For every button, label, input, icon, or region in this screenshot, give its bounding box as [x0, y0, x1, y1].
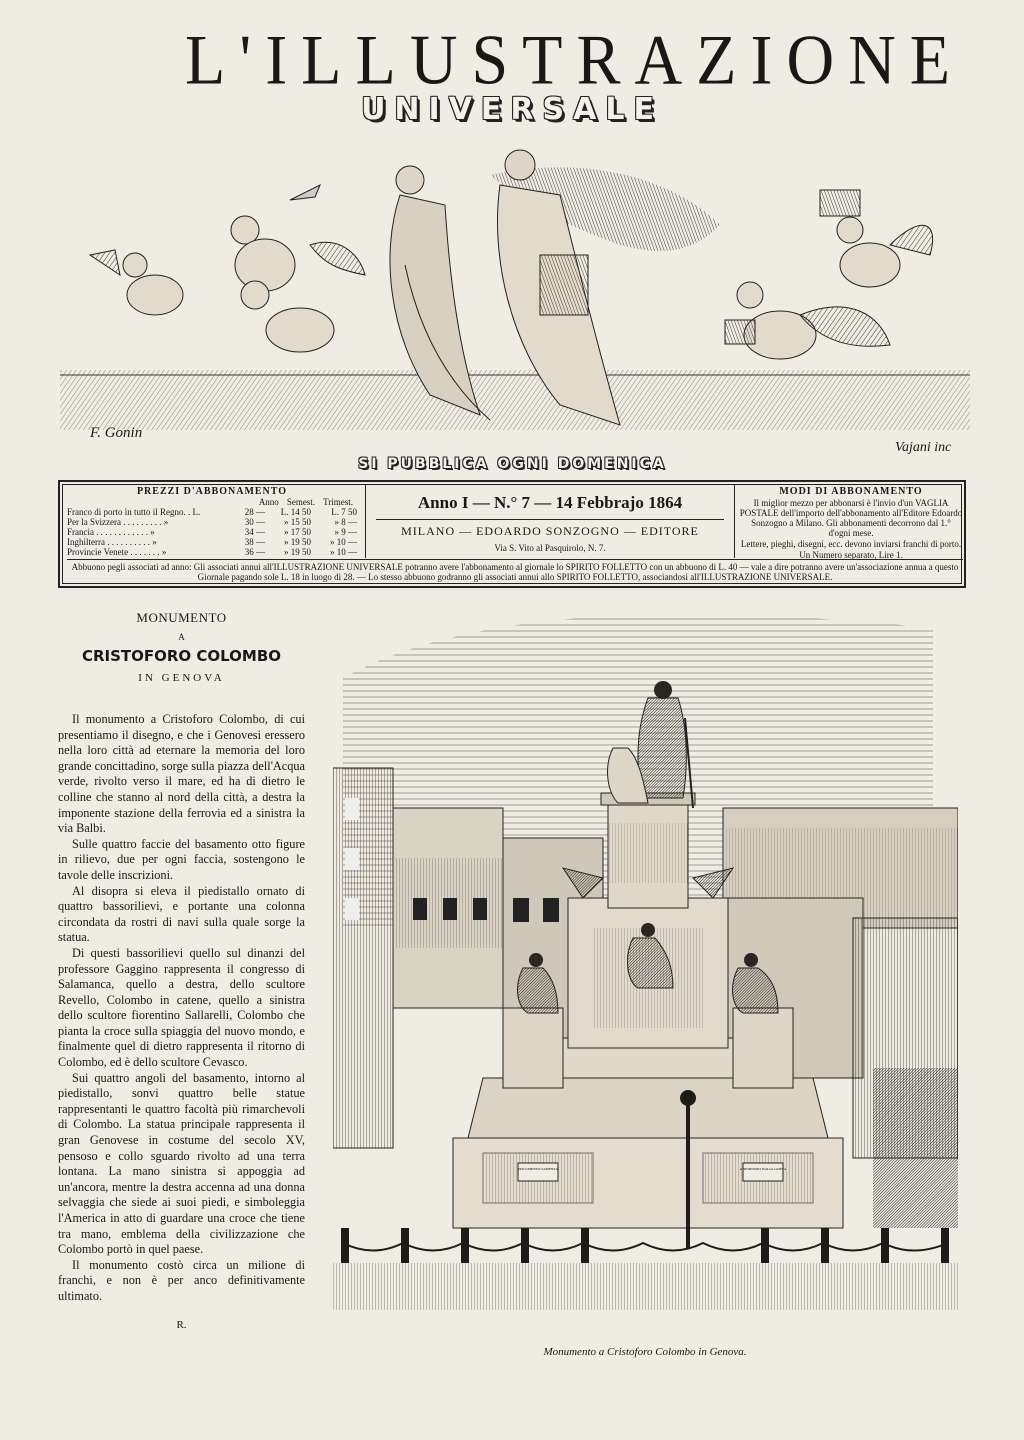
price-place: Francia . . . . . . . . . . . . » [67, 527, 155, 537]
price-row [67, 537, 357, 547]
header-trimest: Trimest. [323, 497, 353, 507]
modes-title: MODI DI ABBONAMENTO [779, 486, 923, 497]
price-sem: » 19 50 [284, 537, 311, 547]
article-preposition: A [178, 632, 185, 642]
modes-column [739, 487, 963, 561]
price-place: Provincie Venete . . . . . . . » [67, 547, 167, 557]
article-paragraph: Sui quattro angoli del basamento, intorno al piedistallo, sonvi quattro belle statue rappresentanti le quattro facoltà più rimarchevoli di Colombo. La statua principale rappresenta il gran Genovese in costume del secolo XV, pensoso e collo sguardo rivolto ad una terra lontana. La mano sinistra si appoggia ad un'ancora, mentre la destra accenna ad una donna selvaggia che siede ai suoi piedi, e simboleggia l'America in atto di guardare una croce che tiene tra mano, emblema della civilizzazione che Colombo portò in quel paese. [58, 1070, 305, 1257]
article-paragraph: Sulle quattro faccie del basamento otto figure in rilievo, due per ogni faccia, sostengono le tavole delle inscrizioni. [58, 836, 305, 882]
modes-text: Lettere, pieghi, disegni, ecc. devono inviarsi franchi di porto. [740, 539, 962, 549]
article-title: CRISTOFORO COLOMBO [81, 647, 282, 665]
article-paragraph: Al disopra si eleva il piedistallo ornato di quattro bassorilievi, e portante una colonna circondata da rostri di navi sulla quale sorge la statua. [58, 883, 305, 945]
weekly-notice: SI PUBBLICA OGNI DOMENICA [358, 456, 667, 472]
article-signature: R. [176, 1318, 187, 1331]
price-anno: 36 — [244, 547, 265, 557]
price-row [67, 527, 357, 537]
price-row [67, 507, 357, 517]
price-sem: » 17 50 [284, 527, 311, 537]
issue-column [365, 485, 735, 558]
header-anno: Anno [258, 497, 279, 507]
article-body [58, 712, 305, 1305]
price-place: Per la Svizzera . . . . . . . . . » [67, 517, 169, 527]
price-sem: » 19 50 [284, 547, 311, 557]
discount-notice: Abbuono pegli associati ad anno: Gli associati annui all'ILLUSTRAZIONE UNIVERSALE potranno avere l'abbonamento al giornale lo SPIRITO FOLLETTO con un abbuono di L. 40 — vale a dire potranno avere un'associazione annua a questo Giornale pagando sole L. 18 in luogo di 28. — Lo stesso abbuono godranno gli associati annui allo SPIRITO FOLLETTO, associandosi all'ILLUSTRAZIONE UNIVERSALE. [67, 559, 963, 582]
masthead-engraving [60, 135, 970, 455]
price-tri: » 9 — [334, 527, 357, 537]
illustration-caption: Monumento a Cristoforo Colombo in Genova. [543, 1346, 747, 1358]
plaque-right-text: A NEDESIMO ITALIA LATINA [739, 1167, 787, 1171]
masthead-title: L'ILLUSTRAZIONE [185, 21, 965, 100]
price-row [67, 547, 357, 557]
masthead-subtitle: UNIVERSALE [361, 92, 663, 127]
artist-signature: F. Gonin [90, 425, 143, 441]
price-tri: » 10 — [330, 547, 357, 557]
price-place: Franco di porto in tutto il Regno. . L. [67, 507, 201, 517]
chain-fence [341, 1228, 949, 1263]
prices-title: PREZZI D'ABBONAMENTO [136, 486, 288, 497]
header-semest: Semest. [286, 497, 316, 507]
price-anno: 38 — [244, 537, 265, 547]
article-place: IN GENOVA [138, 672, 225, 684]
cherubs-left [90, 185, 365, 352]
subscription-box [58, 480, 966, 588]
price-tri: » 8 — [334, 517, 357, 527]
price-anno: 30 — [244, 517, 265, 527]
modes-text: Il miglior mezzo per abbonarsi è l'invio d'un VAGLIA POSTALE dell'importo dell'abbonamento all'Editore Edoardo Sonzogno a Milano. Gli abbonamenti decorrono dal 1.° d'ogni mese. [739, 498, 963, 538]
price-row [67, 517, 357, 527]
engraver-signature: Vajani inc [895, 440, 952, 455]
publisher-address: Via S. Vito al Pasquirolo, N. 7. [494, 543, 606, 553]
price-sem: » 15 50 [284, 517, 311, 527]
price-anno: 34 — [244, 527, 265, 537]
plaque-left-text: DOCUMENTO SAPIENZA [517, 1167, 559, 1171]
subscription-inner [62, 484, 962, 584]
issue-info: Anno I — N.° 7 — 14 Febbrajo 1864 [417, 493, 683, 512]
single-issue-price: Un Numero separato, Lire 1. [799, 550, 903, 560]
price-tri: » 10 — [330, 537, 357, 547]
article-paragraph: Il monumento a Cristoforo Colombo, di cui presentiamo il disegno, e che i Genovesi eressero nella loro città ad eternare la memoria del loro grande concittadino, sorge sulla piazza dell'Acqua verde, rivolto verso il mare, ed ha di dietro le colline che stanno al nord della città, a destra la imponente stazione della ferrovia ed a sinistra la via Balbi. [58, 712, 305, 836]
article-paragraph: Di questi bassorilievi quello sul dinanzi del professore Gaggino rappresenta il congresso di Salamanca, quello a destra, dello scultore Revello, Colombo in catene, quello a sinistra dello scultore fiorentino Sallarelli, Colombo che pianta la croce sulla spiaggia del nuovo mondo, e finalmente quel di dietro rappresenta il ritorno di Colombo, ed è dello scultore Cevasco. [58, 945, 305, 1070]
price-sem: L. 14 50 [280, 507, 311, 517]
cherubs-right [725, 190, 933, 359]
article-paragraph: Il monumento costò circa un milione di franchi, e non è per anco definitivamente ultimato. [58, 1257, 305, 1303]
price-tri: L. 7 50 [331, 507, 357, 517]
monument-engraving [333, 598, 958, 1310]
ground [333, 1263, 958, 1310]
price-anno: 28 — [244, 507, 265, 517]
price-place: Inghilterra . . . . . . . . . . » [67, 537, 157, 547]
article-kicker: MONUMENTO [136, 610, 227, 625]
publisher: MILANO — EDOARDO SONZOGNO — EDITORE [376, 519, 724, 539]
article [58, 610, 305, 1331]
prices-header [67, 497, 357, 507]
prices-column [67, 487, 357, 557]
